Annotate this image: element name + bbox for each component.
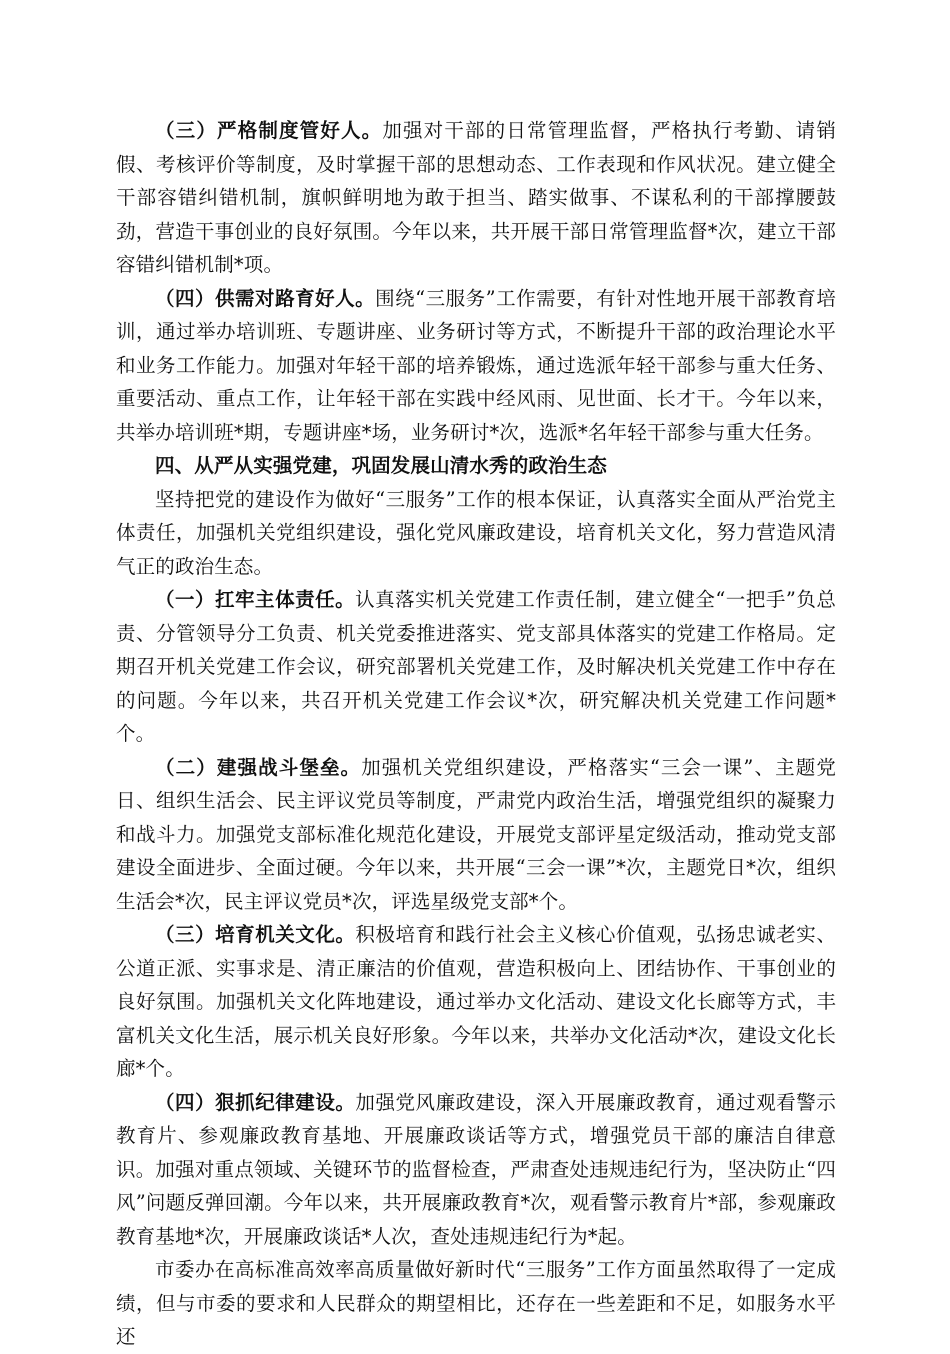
paragraph-training (116, 282, 836, 450)
paragraph-lead: （一）扛牢主体责任。 (155, 588, 356, 611)
paragraph-lead: （三）培育机关文化。 (155, 923, 356, 946)
paragraph-lead: （三）严格制度管好人。 (155, 119, 383, 142)
paragraph-responsibility (116, 583, 836, 751)
paragraph-section-intro (116, 483, 836, 584)
paragraph-text: 积极培育和践行社会主义核心价值观，弘扬忠诚老实、公道正派、实事求是、清正廉洁的价值观，营造积极向上、团结协作、干事创业的良好氛围。加强机关文化阵地建设，通过举办文化活动、建设文化长廊等方式，丰富机关文化生活，展示机关良好形象。今年以来，共举办文化活动*次，建设文化长廊*个。 (116, 923, 836, 1080)
paragraph-culture (116, 918, 836, 1086)
paragraph-text: 加强对干部的日常管理监督，严格执行考勤、请销假、考核评价等制度，及时掌握干部的思想动态、工作表现和作风状况。建立健全干部容错纠错机制，旗帜鲜明地为敢于担当、踏实做事、不谋私利的干部撑腰鼓劲，营造干事创业的良好氛围。今年以来，共开展干部日常管理监督*次，建立干部容错纠错机制*项。 (116, 119, 836, 276)
paragraph-discipline (116, 1086, 836, 1254)
paragraph-lead: （四）供需对路育好人。 (155, 286, 376, 310)
paragraph-conclusion (116, 1253, 836, 1354)
paragraph-text: 坚持把党的建设作为做好“三服务”工作的根本保证，认真落实全面从严治党主体责任，加强机关党组织建设，强化党风廉政建设，培育机关文化，努力营造风清气正的政治生态。 (116, 487, 836, 578)
paragraph-strict-management (116, 114, 836, 282)
paragraph-lead: （二）建强战斗堡垒。 (155, 755, 362, 779)
paragraph-text: 加强机关党组织建设，严格落实“三会一课”、主题党日、组织生活会、民主评议党员等制度，严肃党内政治生活，增强党组织的凝聚力和战斗力。加强党支部标准化规范化建设，开展党支部评星定级活动，推动党支部建设全面进步、全面过硬。今年以来，共开展“三会一课”*次，主题党日*次，组织生活会*次，民主评议党员*次，评选星级党支部*个。 (116, 755, 836, 913)
paragraph-lead: （四）狠抓纪律建设。 (155, 1090, 356, 1114)
paragraph-text: 市委办在高标准高效率高质量做好新时代“三服务”工作方面虽然取得了一定成绩，但与市委的要求和人民群众的期望相比，还存在一些差距和不足，如服务水平还 (116, 1258, 836, 1348)
paragraph-text: 认真落实机关党建工作责任制，建立健全“一把手”负总责、分管领导分工负责、机关党委推进落实、党支部具体落实的党建工作格局。定期召开机关党建工作会议，研究部署机关党建工作，及时解决机关党建工作中存在的问题。今年以来，共召开机关党建工作会议*次，研究解决机关党建工作问题*个。 (116, 588, 836, 745)
paragraph-fortress (116, 751, 836, 919)
paragraph-text: 加强党风廉政建设，深入开展廉政教育，通过观看警示教育片、参观廉政教育基地、开展廉政谈话等方式，增强党员干部的廉洁自律意识。加强对重点领域、关键环节的监督检查，严肃查处违规违纪行为，坚决防止“四风”问题反弹回潮。今年以来，共开展廉政教育*次，观看警示教育片*部，参观廉政教育基地*次，开展廉政谈话*人次，查处违规违纪行为*起。 (116, 1090, 836, 1248)
document-body (116, 114, 836, 1354)
section-heading: 四、从严从实强党建，巩固发展山清水秀的政治生态 (155, 454, 607, 477)
paragraph-text: 围绕“三服务”工作需要，有针对性地开展干部教育培训，通过举办培训班、专题讲座、业务研讨等方式，不断提升干部的政治理论水平和业务工作能力。加强对年轻干部的培养锻炼，通过选派年轻干部参与重大任务、重要活动、重点工作，让年轻干部在实践中经风雨、见世面、长才干。今年以来，共举办培训班*期，专题讲座*场，业务研讨*次，选派*名年轻干部参与重大任务。 (116, 286, 836, 444)
